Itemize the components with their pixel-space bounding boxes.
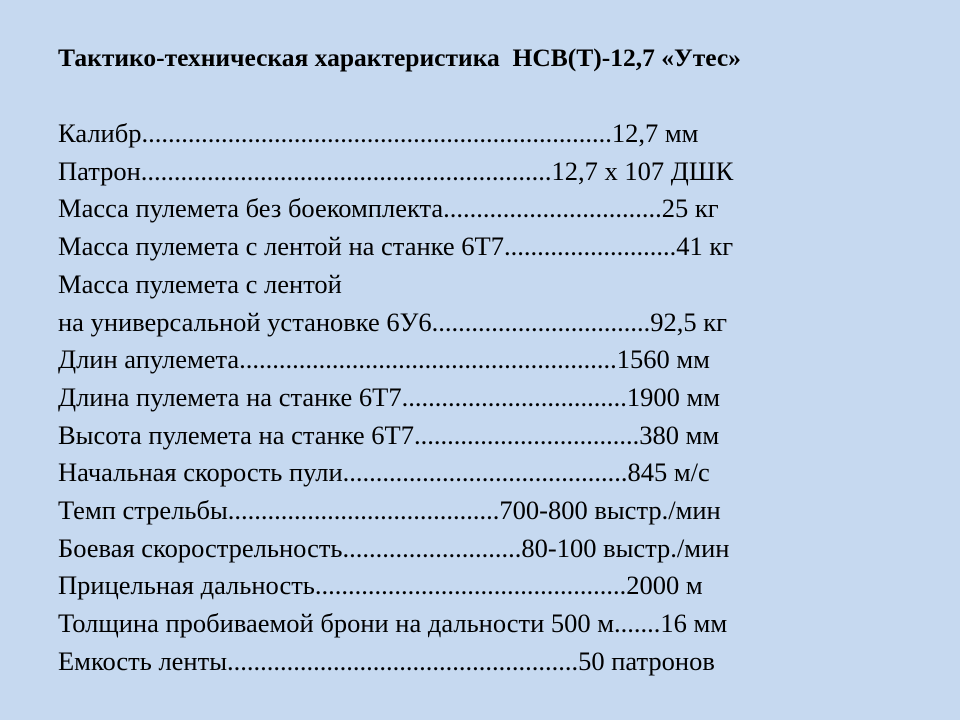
spec-line: Емкость ленты.....................................................50 патронов	[58, 645, 715, 676]
spec-list	[58, 115, 733, 681]
spec-line: Начальная скорость пули...........................................845 м/с	[58, 457, 710, 488]
spec-line: Длин апулемета.........................................................1560 мм	[58, 344, 710, 375]
spec-line: Высота пулемета на станке 6Т7..................................380 мм	[58, 419, 720, 450]
spec-line: Масса пулемета без боекомплекта.................................25 кг	[58, 193, 719, 224]
spec-line: Длина пулемета на станке 6Т7..................................1900 мм	[58, 381, 721, 412]
spec-line: Масса пулемета с лентой на станке 6Т7..........................41 кг	[58, 231, 734, 262]
spec-line: Темп стрельбы.........................................700-800 выстр./мин	[58, 495, 721, 526]
spec-line: Толщина пробиваемой брони на дальности 500 м.......16 мм	[58, 608, 728, 639]
spec-line: Масса пулемета с лентой	[58, 268, 342, 299]
spec-line: на универсальной установке 6У6.................................92,5 кг	[58, 306, 728, 337]
spec-line: Калибр.......................................................................12,7 мм	[58, 118, 699, 148]
slide-title: Тактико-техническая характеристика НСВ(Т)-12,7 «Утес»	[58, 43, 741, 72]
spec-line: Прицельная дальность...............................................2000 м	[58, 570, 703, 601]
spec-line: Боевая скорострельность...........................80-100 выстр./мин	[58, 532, 730, 563]
spec-line: Патрон..............................................................12,7 х 107 ДШК	[58, 155, 734, 186]
